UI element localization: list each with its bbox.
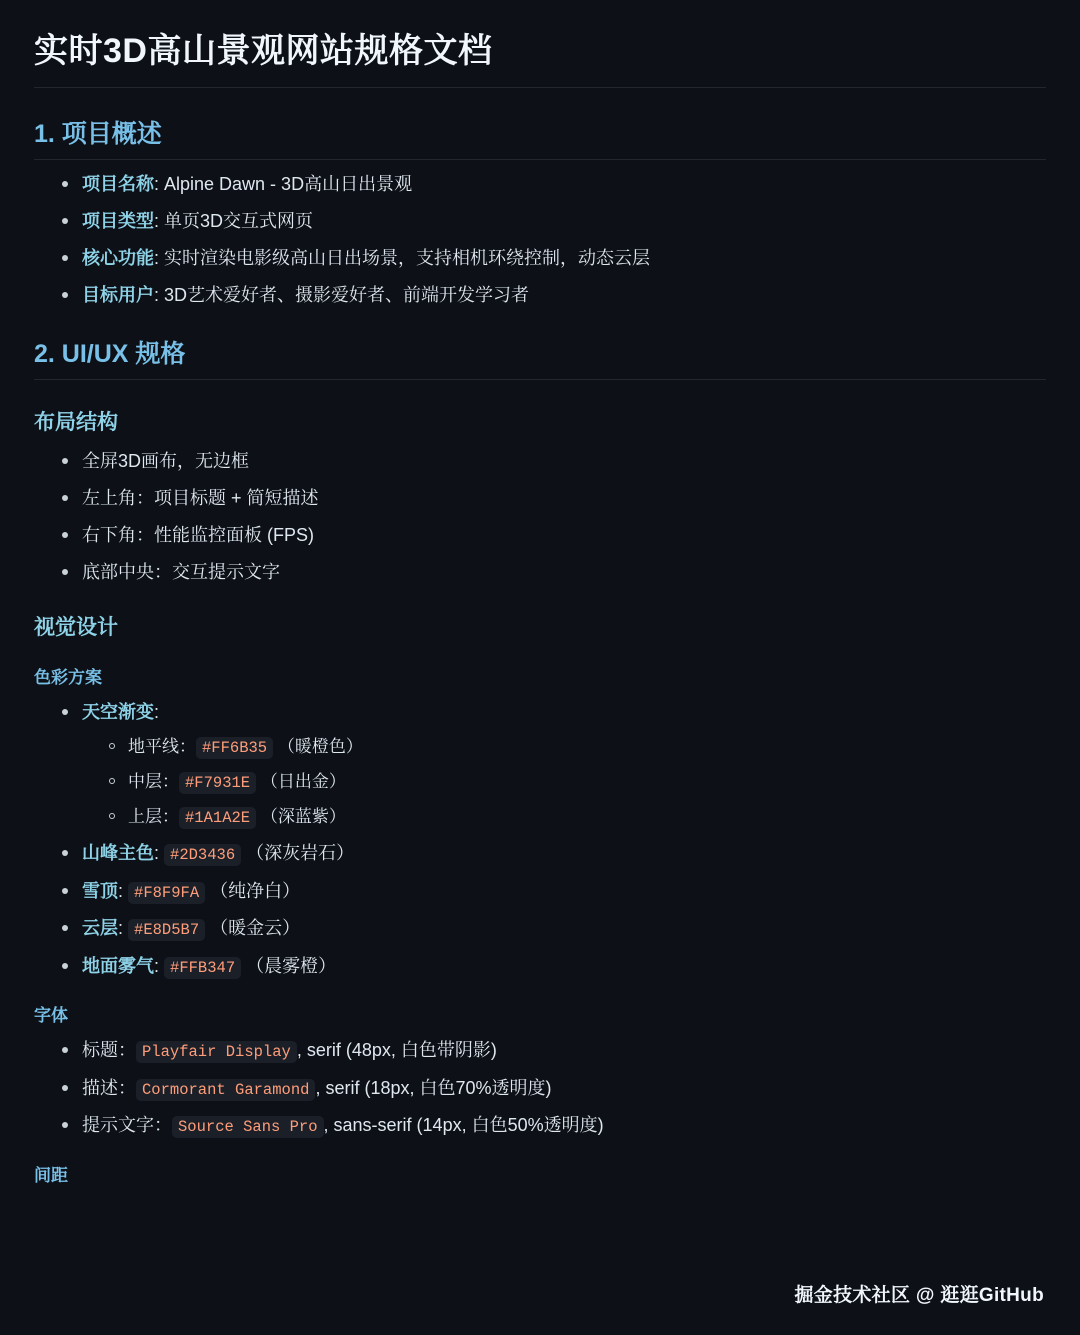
list-item: [56, 171, 1046, 197]
item-key: 项目名称: [82, 173, 154, 194]
color-hex: #E8D5B7: [128, 919, 205, 941]
font-label: 提示文字：: [82, 1115, 172, 1136]
list-item: [56, 208, 1046, 234]
color-note: （暖金云）: [210, 918, 301, 939]
color-label: 中层：: [128, 771, 179, 791]
subsection-heading-colors: 色彩方案: [34, 668, 102, 688]
color-note: （暖橙色）: [277, 737, 363, 757]
color-note: （深蓝紫）: [260, 806, 346, 826]
item-key: 项目类型: [82, 210, 154, 231]
font-label: 标题：: [82, 1040, 136, 1061]
page-title: 实时3D高山景观网站规格文档: [34, 30, 1046, 88]
section-heading-overview: 1. 项目概述: [34, 114, 1046, 160]
list-item: [102, 735, 1046, 760]
list-item: [102, 770, 1046, 795]
color-hex: #FFB347: [164, 957, 241, 979]
sky-gradient-sublist: [82, 735, 1046, 829]
color-group-key: 天空渐变: [82, 702, 154, 723]
color-label: 地平线：: [128, 737, 196, 757]
font-spec: , sans-serif (14px, 白色50%透明度): [323, 1115, 604, 1136]
list-item: [56, 878, 1046, 904]
subsection-heading-layout: 布局结构: [34, 410, 118, 434]
color-note: （日出金）: [260, 771, 346, 791]
list-item: 全屏3D画布，无边框: [56, 448, 1046, 474]
color-suffix: :: [118, 918, 124, 939]
color-label: 上层：: [128, 806, 179, 826]
color-group-suffix: :: [154, 702, 160, 723]
color-key: 地面雾气: [82, 955, 154, 976]
subsection-heading-fonts: 字体: [34, 1006, 68, 1026]
font-family-name: Playfair Display: [136, 1041, 297, 1063]
font-spec: , serif (48px, 白色带阴影): [296, 1040, 497, 1061]
subsection-heading-visual: 视觉设计: [34, 616, 118, 640]
font-label: 描述：: [82, 1077, 136, 1098]
list-item: [56, 1037, 1046, 1063]
list-item: [56, 953, 1046, 979]
item-value: : 3D艺术爱好者、摄影爱好者、前端开发学习者: [154, 284, 530, 305]
item-key: 核心功能: [82, 247, 154, 268]
font-family-name: Source Sans Pro: [172, 1116, 324, 1138]
overview-list: [34, 171, 1046, 308]
color-hex: #F7931E: [179, 772, 256, 794]
color-hex: #1A1A2E: [179, 807, 256, 829]
color-scheme-list: [34, 699, 1046, 979]
layout-list: [34, 448, 1046, 585]
list-item: [56, 915, 1046, 941]
item-key: 目标用户: [82, 284, 154, 305]
list-item: 右下角：性能监控面板 (FPS): [56, 522, 1046, 548]
list-item: [56, 699, 1046, 829]
list-item: 底部中央：交互提示文字: [56, 559, 1046, 585]
color-suffix: :: [154, 955, 160, 976]
list-item: [102, 805, 1046, 830]
list-item: [56, 1112, 1046, 1138]
color-hex: #FF6B35: [196, 737, 273, 759]
color-note: （晨雾橙）: [246, 955, 337, 976]
color-key: 雪顶: [82, 880, 118, 901]
watermark: 掘金技术社区 @ 逛逛GitHub: [794, 1285, 1044, 1306]
list-item: [56, 282, 1046, 308]
subsection-heading-spacing: 间距: [34, 1165, 68, 1185]
list-item: [56, 1075, 1046, 1101]
font-family-name: Cormorant Garamond: [136, 1079, 315, 1101]
list-item: [56, 840, 1046, 866]
color-hex: #2D3436: [164, 844, 241, 866]
item-value: : Alpine Dawn - 3D高山日出景观: [154, 173, 413, 194]
item-value: : 实时渲染电影级高山日出场景，支持相机环绕控制，动态云层: [154, 247, 650, 268]
list-item: 左上角：项目标题 + 简短描述: [56, 485, 1046, 511]
font-spec: , serif (18px, 白色70%透明度): [315, 1077, 552, 1098]
color-hex: #F8F9FA: [128, 882, 205, 904]
color-suffix: :: [154, 843, 160, 864]
list-item: [56, 245, 1046, 271]
color-suffix: :: [118, 880, 124, 901]
section-heading-ui-ux: 2. UI/UX 规格: [34, 334, 1046, 380]
item-value: : 单页3D交互式网页: [154, 210, 314, 231]
color-key: 云层: [82, 918, 118, 939]
color-note: （纯净白）: [210, 880, 301, 901]
color-key: 山峰主色: [82, 843, 154, 864]
font-list: [34, 1037, 1046, 1138]
color-note: （深灰岩石）: [246, 843, 355, 864]
